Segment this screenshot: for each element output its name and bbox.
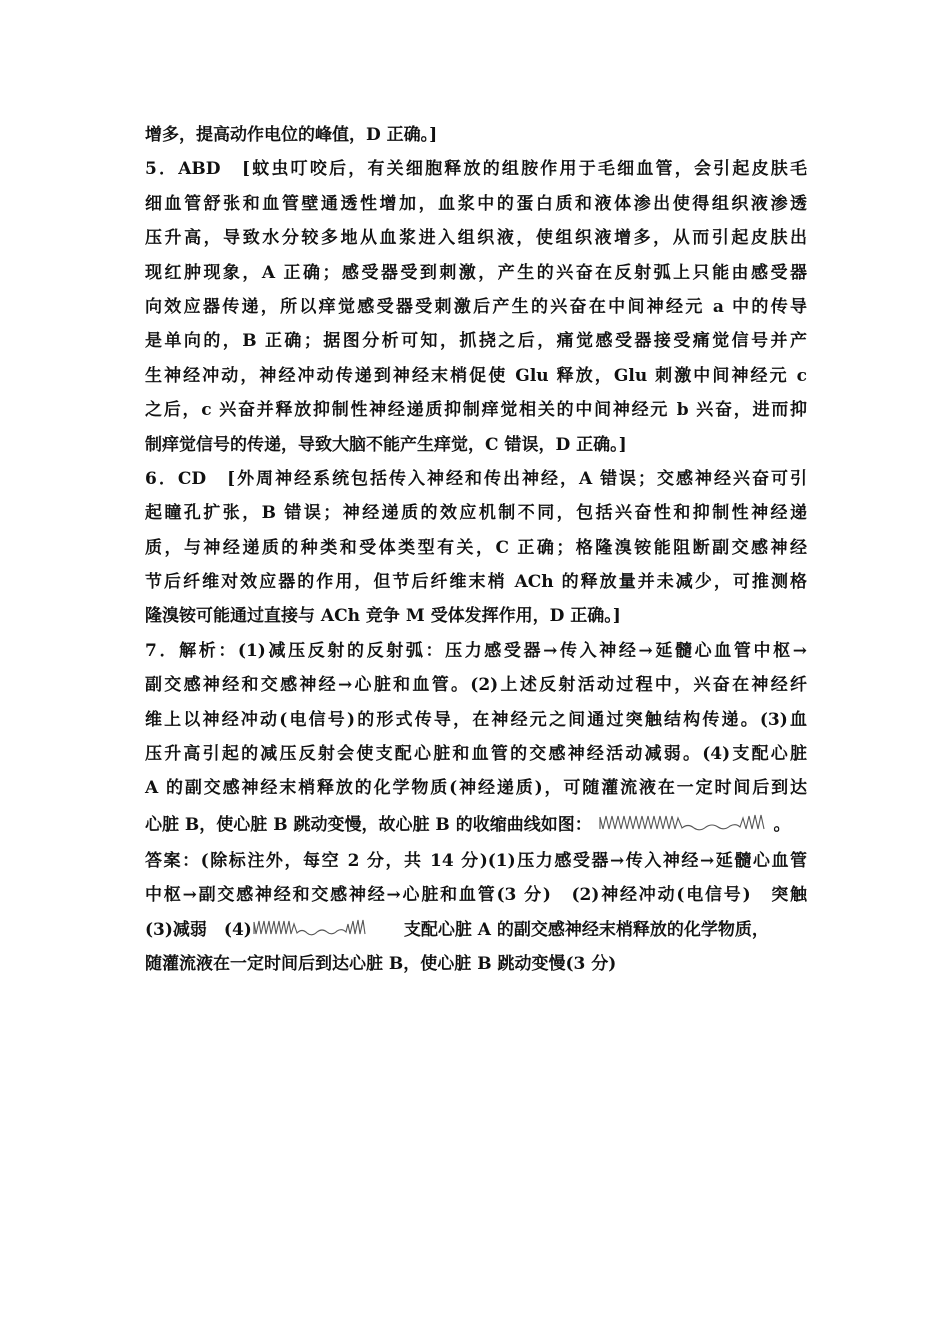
text-line: 现红肿现象，A 正确；感受器受到刺激，产生的兴奋在反射弧上只能由感受器 — [145, 262, 807, 283]
curve-lead-text: 心脏 B，使心脏 B 跳动变慢，故心脏 B 的收缩曲线如图： — [145, 814, 592, 835]
text-line: 增多，提高动作电位的峰值，D 正确。] — [145, 125, 438, 145]
text-line-with-curve — [145, 806, 807, 844]
answer-document — [145, 118, 807, 981]
text-line: 维上以神经冲动(电信号)的形式传导，在神经元之间通过突触结构传递。(3)血 — [145, 709, 807, 730]
answer-line-with-curve — [145, 913, 807, 947]
answer-line: 随灌流液在一定时间后到达心脏 B，使心脏 B 跳动变慢(3 分) — [145, 953, 617, 974]
text-line: 是单向的，B 正确；据图分析可知，抓挠之后，痛觉感受器接受痛觉信号并产 — [145, 331, 807, 352]
text-line: 7．解析：(1)减压反射的反射弧：压力感受器→传入神经→延髓心血管中枢→ — [145, 640, 807, 661]
text-line: 质，与神经递质的种类和受体类型有关，C 正确；格隆溴铵能阻断副交感神经 — [145, 537, 807, 558]
answer-curve-trailing-text: 支配心脏 A 的副交感神经末梢释放的化学物质， — [403, 919, 769, 940]
text-line: 5．ABD [蚊虫叮咬后，有关细胞释放的组胺作用于毛细血管，会引起皮肤毛 — [145, 159, 807, 180]
text-line: 副交感神经和交感神经→心脏和血管。(2)上述反射活动过程中，兴奋在神经纤 — [145, 675, 807, 696]
text-line: 压升高引起的减压反射会使支配心脏和血管的交感神经活动减弱。(4)支配心脏 — [145, 744, 807, 765]
text-line: A 的副交感神经末梢释放的化学物质(神经递质)，可随灌流液在一定时间后到达 — [145, 778, 807, 799]
text-line: 之后，c 兴奋并释放抑制性神经递质抑制痒觉相关的中间神经元 b 兴奋，进而抑 — [145, 400, 807, 421]
text-line: 6．CD [外周神经系统包括传入神经和传出神经，A 错误；交感神经兴奋可引 — [145, 468, 807, 489]
text-line: 起瞳孔扩张，B 错误；神经递质的效应机制不同，包括兴奋性和抑制性神经递 — [145, 503, 807, 524]
text-line: 隆溴铵可能通过直接与 ACh 竞争 M 受体发挥作用，D 正确。] — [145, 606, 621, 627]
answer-curve-lead-text: (3)减弱 (4) — [145, 919, 252, 940]
text-line: 细血管舒张和血管壁通透性增加，血浆中的蛋白质和液体渗出使得组织液渗透 — [145, 193, 807, 214]
text-line: 生神经冲动，神经冲动传递到神经末梢促使 Glu 释放，Glu 刺激中间神经元 c — [145, 365, 807, 386]
answer-line: 中枢→副交感神经和交感神经→心脏和血管(3 分) (2)神经冲动(电信号) 突触 — [145, 885, 807, 906]
heart-contraction-curve-icon — [252, 916, 384, 938]
answer-line: 答案：(除标注外，每空 2 分，共 14 分)(1)压力感受器→传入神经→延髓心血管 — [145, 850, 807, 871]
text-line: 节后纤维对效应器的作用，但节后纤维末梢 ACh 的释放量并未减少，可推测格 — [145, 572, 807, 593]
text-line: 向效应器传递，所以痒觉感受器受刺激后产生的兴奋在中间神经元 a 中的传导 — [145, 296, 807, 317]
curve-trailing-text: 。 — [773, 814, 791, 835]
text-line: 压升高，导致水分较多地从血浆进入组织液，使组织液增多，从而引起皮肤出 — [145, 228, 807, 249]
heart-contraction-curve-icon — [598, 811, 768, 833]
text-line: 制痒觉信号的传递，导致大脑不能产生痒觉，C 错误，D 正确。] — [145, 434, 627, 455]
